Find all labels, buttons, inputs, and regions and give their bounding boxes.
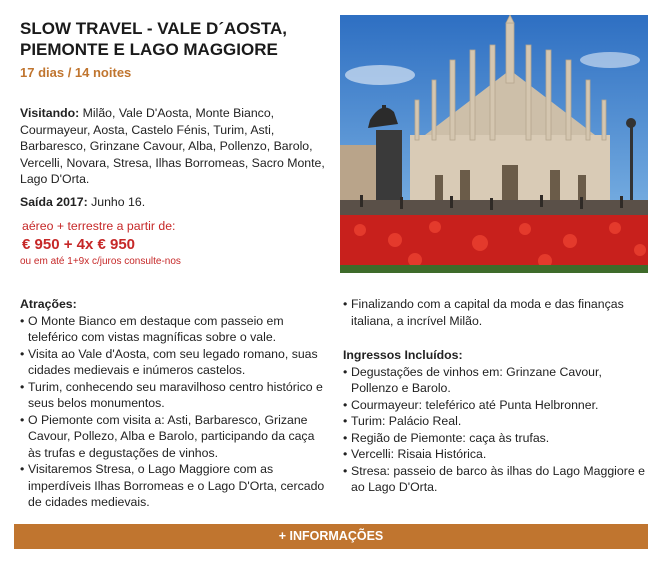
list-item: • Região de Piemonte: caça às trufas. — [343, 430, 648, 447]
tour-duration: 17 dias / 14 noites — [20, 65, 132, 80]
tickets-heading: Ingressos Incluídos: — [343, 348, 463, 362]
price-label: aéreo + terrestre a partir de: — [22, 219, 176, 233]
right-column — [343, 296, 648, 496]
price-value: € 950 + 4x € 950 — [22, 236, 136, 253]
list-item: • Visita ao Vale d'Aosta, com seu legado romano, suas cidades medievais e inúmeros castelos. — [20, 346, 330, 379]
attractions-list — [20, 313, 330, 511]
list-item: • Courmayeur: teleférico até Punta Helbronner. — [343, 397, 648, 414]
list-item: • Finalizando com a capital da moda e das finanças italiana, a incrível Milão. — [343, 296, 648, 329]
milan-cathedral-photo — [340, 15, 648, 273]
departure-value: Junho 16. — [91, 195, 146, 209]
list-item: • Stresa: passeio de barco às ilhas do Lago Maggiore e ao Lago D'Orta. — [343, 463, 648, 496]
price-note: ou em até 1+9x c/juros consulte-nos — [20, 256, 181, 267]
visit-text: Milão, Vale D'Aosta, Monte Bianco, Courmayeur, Aosta, Castelo Fénis, Turim, Asti, Barbaresco, Grinzane Cavour, Alba, Pollenzo, Barolo, Vercelli, Novara, Stresa, Ilhas Borromeas, Sacro Monte, Lago D'Orta. — [20, 106, 325, 186]
attractions-heading: Atrações: — [20, 297, 77, 311]
attractions-list-continued — [343, 296, 648, 329]
list-item: • Turim: Palácio Real. — [343, 413, 648, 430]
attractions-section — [20, 296, 330, 511]
list-item: • Degustações de vinhos em: Grinzane Cavour, Pollenzo e Barolo. — [343, 364, 648, 397]
visit-label: Visitando: — [20, 106, 80, 120]
list-item: • Vercelli: Risaia Histórica. — [343, 446, 648, 463]
list-item: • O Piemonte com visita a: Asti, Barbaresco, Grizane Cavour, Pollezo, Alba e Barolo, participando da caça às trufas e degustações de vinhos. — [20, 412, 330, 462]
departure-info — [20, 195, 145, 209]
departure-label: Saída 2017: — [20, 195, 88, 209]
tour-title: SLOW TRAVEL - VALE D´AOSTA, PIEMONTE E LAGO MAGGIORE — [20, 19, 287, 59]
tickets-list — [343, 364, 648, 496]
list-item: • Visitaremos Stresa, o Lago Maggiore com as imperdíveis Ilhas Borromeas e o Lago D'Orta, cercado de cidades medievais. — [20, 461, 330, 511]
more-info-button[interactable]: + INFORMAÇÕES — [14, 524, 648, 549]
visit-description — [20, 105, 325, 188]
list-item: • O Monte Bianco em destaque com passeio em teleférico com vistas magníficas sobre o vale. — [20, 313, 330, 346]
list-item: • Turim, conhecendo seu maravilhoso centro histórico e seus belos monumentos. — [20, 379, 330, 412]
